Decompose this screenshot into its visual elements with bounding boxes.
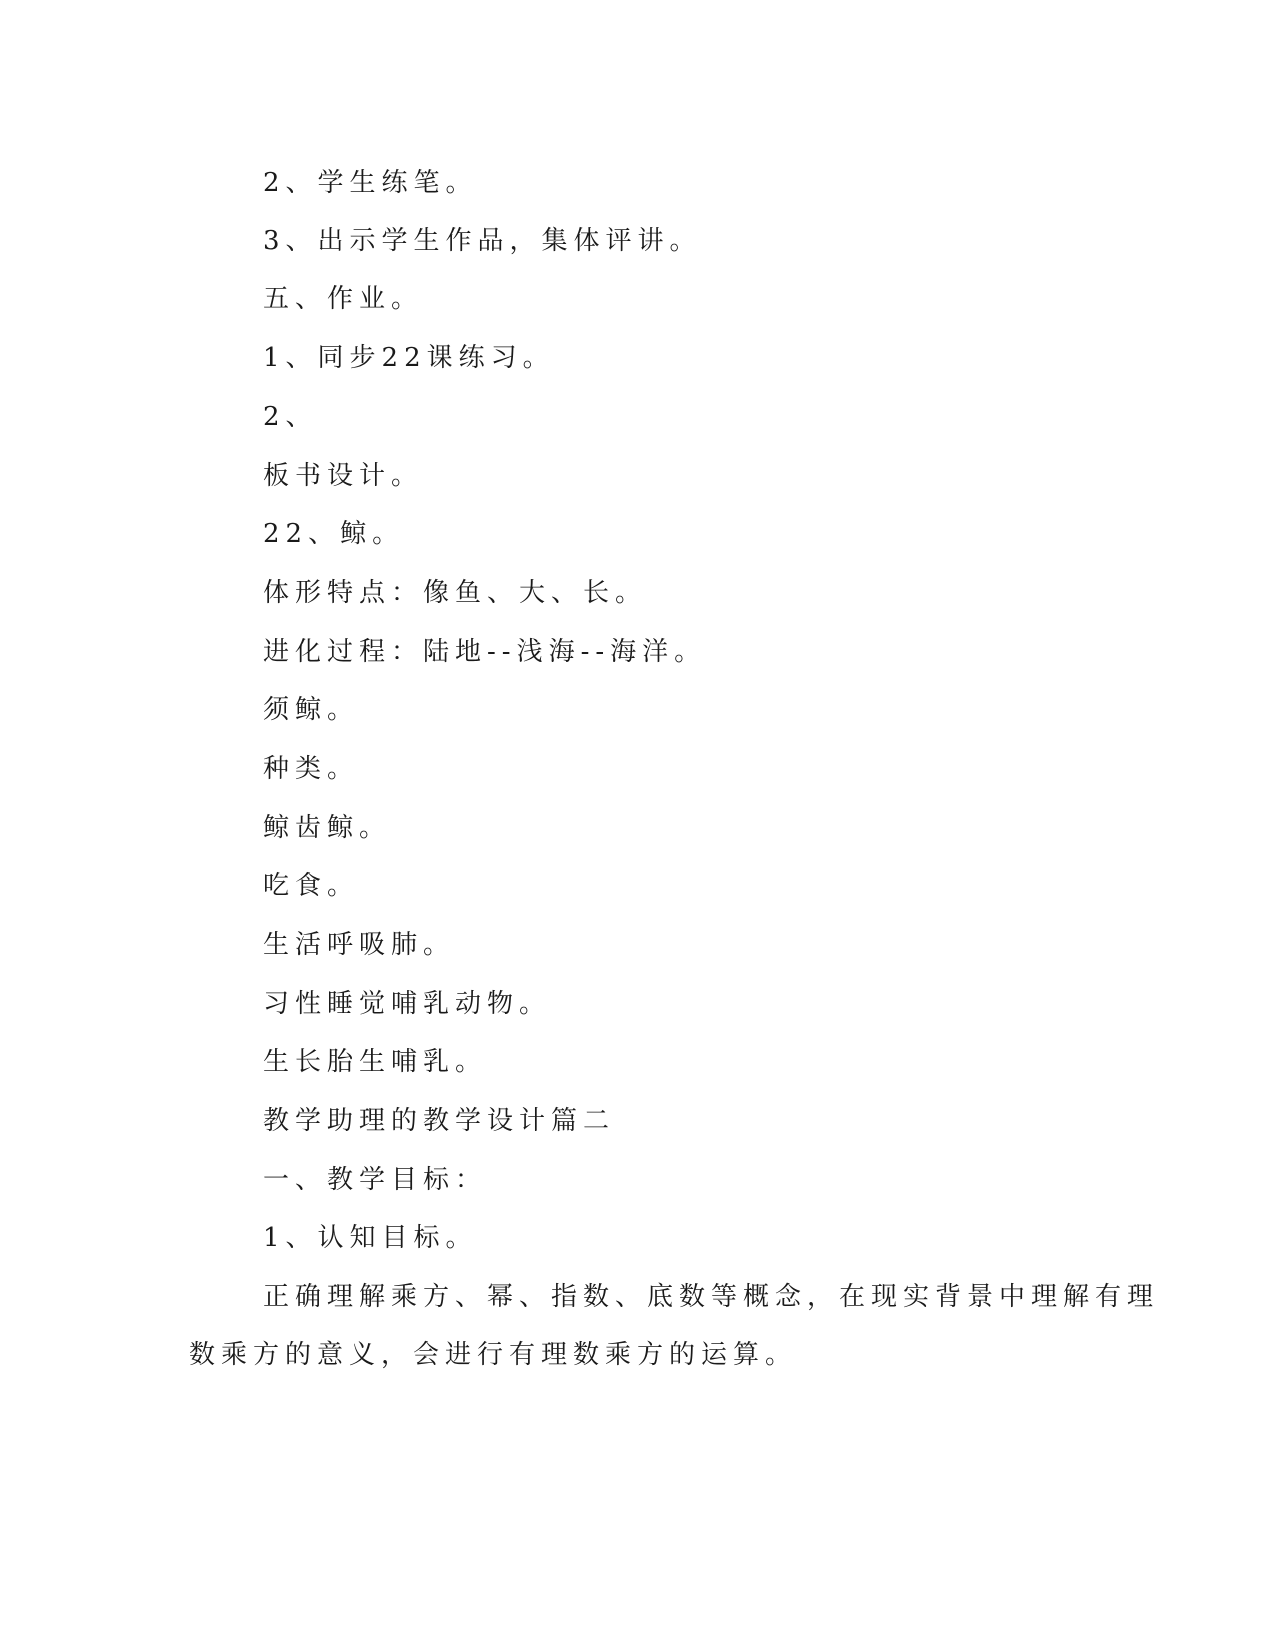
text-line: 生活呼吸肺。: [263, 930, 456, 960]
text-line: 2、学生练笔。: [263, 168, 478, 198]
text-line: 吃食。: [263, 871, 360, 901]
text-line: 五、作业。: [263, 284, 424, 314]
text-line: 进化过程：陆地--浅海--海洋。: [263, 637, 707, 667]
text-line: 体形特点：像鱼、大、长。: [263, 578, 648, 608]
text-line: 鲸齿鲸。: [263, 813, 392, 843]
section-heading: 教学助理的教学设计篇二: [263, 1106, 616, 1136]
text-line: 生长胎生哺乳。: [263, 1047, 488, 1077]
paragraph-line-1: 正确理解乘方、幂、指数、底数等概念，在现实背景中理解有理: [263, 1282, 1160, 1312]
text-line: 板书设计。: [263, 461, 424, 491]
text-line: 习性睡觉哺乳动物。: [263, 989, 552, 1019]
text-line: 须鲸。: [263, 695, 360, 725]
text-line: 1、同步22课练习。: [263, 343, 555, 373]
text-line: 2、: [263, 402, 318, 432]
text-line: 一、教学目标：: [263, 1165, 488, 1195]
text-line: 种类。: [263, 754, 360, 784]
text-line: 3、出示学生作品，集体评讲。: [263, 226, 702, 256]
paragraph-line-2: 数乘方的意义，会进行有理数乘方的运算。: [189, 1340, 798, 1370]
text-line: 1、认知目标。: [263, 1223, 478, 1253]
text-line: 22、鲸。: [263, 519, 405, 549]
